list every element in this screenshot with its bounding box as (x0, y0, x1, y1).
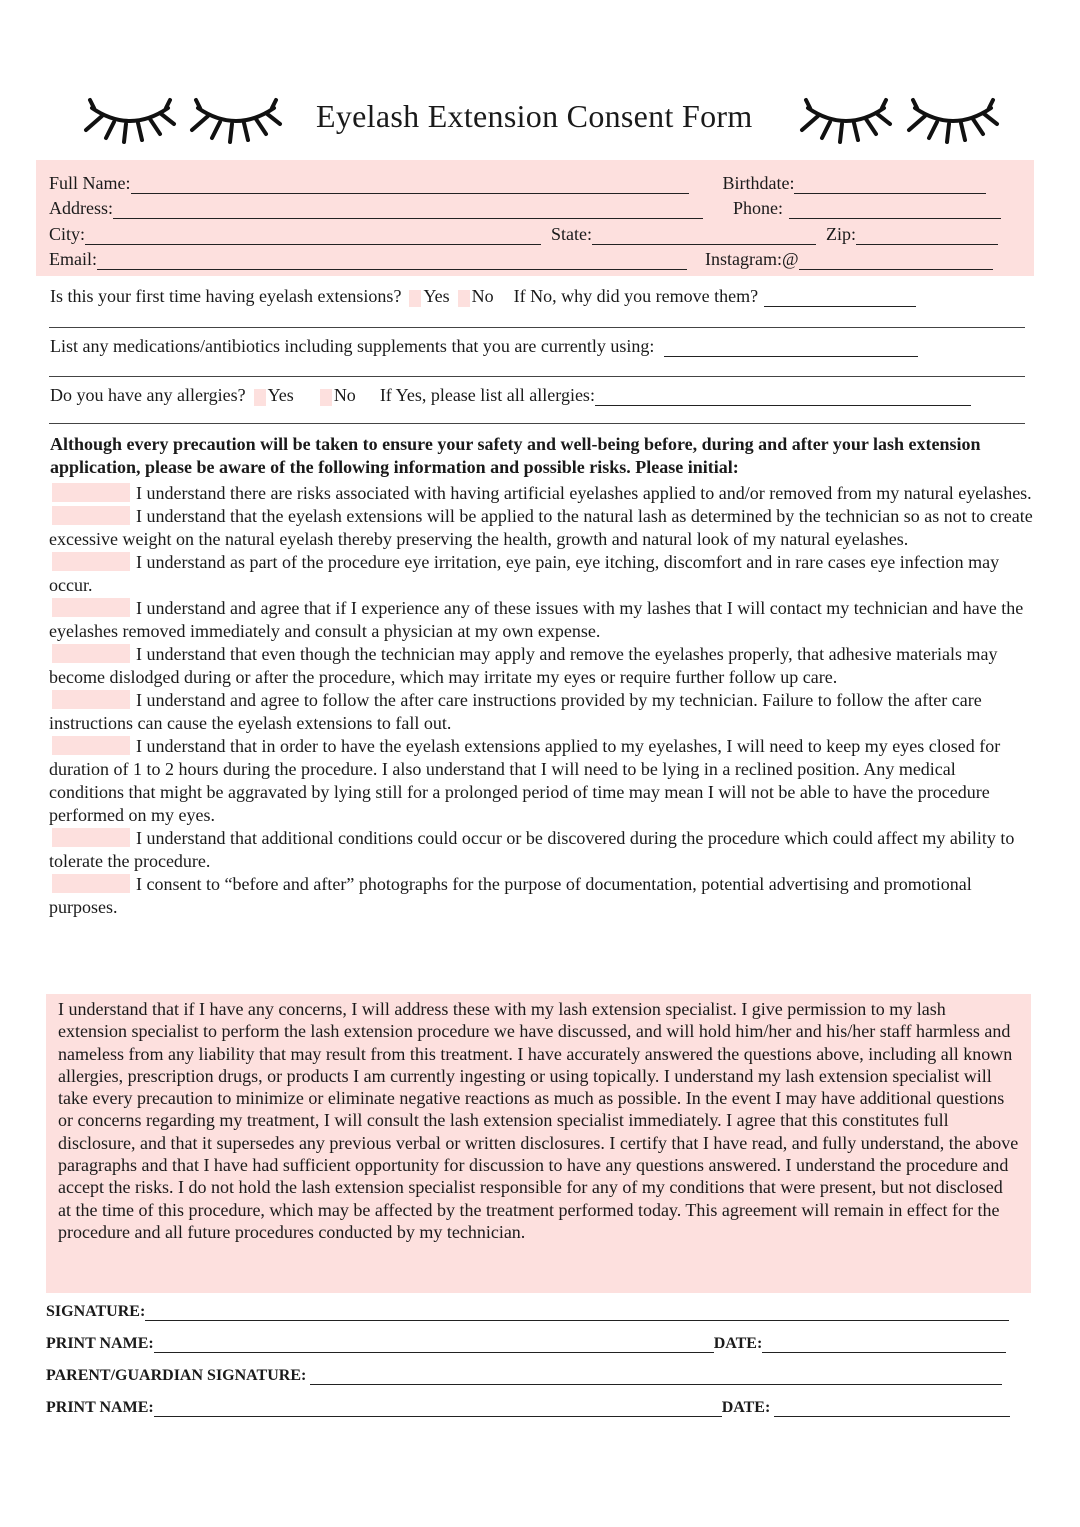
signature-field[interactable] (145, 1304, 1009, 1321)
no-label: No (333, 385, 356, 405)
guardian-signature-field[interactable] (310, 1368, 1002, 1385)
consent-clauses (49, 482, 1034, 919)
clause-text: I understand that the eyelash extensions will be applied to the natural lash as determined by the technician so as not to create excessive weight on the natural eyelash thereby preserving the health, growth and natural look of my natural eyelashes. (49, 506, 1033, 549)
allergies-question (50, 385, 981, 406)
medications-label: List any medications/antibiotics including supplements that you are currently using: (50, 336, 655, 356)
why-removed-line[interactable] (49, 327, 1025, 328)
medications-question (50, 336, 928, 357)
date-field[interactable] (762, 1336, 1006, 1353)
phone-field[interactable] (789, 202, 1001, 219)
signature-label: SIGNATURE: (46, 1303, 146, 1320)
date-label: DATE: (713, 1335, 763, 1352)
initial-box[interactable] (52, 690, 130, 709)
clause-text: I understand that even though the technician may apply and remove the eyelashes properly, that adhesive materials may become dislodged during or after the procedure, which may irritate my eyes or require further follow up care. (49, 644, 998, 687)
zip-field[interactable] (856, 228, 998, 245)
full-name-label: Full Name: (49, 172, 131, 193)
instagram-field[interactable] (799, 253, 993, 270)
date-label: DATE: (721, 1399, 771, 1416)
date-field[interactable] (774, 1400, 1010, 1417)
medications-line[interactable] (49, 376, 1025, 377)
initial-box[interactable] (52, 483, 130, 502)
clause-text: I understand that additional conditions could occur or be discovered during the procedure which could affect my ability to tolerate the procedure. (49, 828, 1015, 871)
clause-text: I consent to “before and after” photographs for the purpose of documentation, potential advertising and promotional purposes. (49, 874, 972, 917)
eyelash-icon (82, 94, 178, 144)
medications-field[interactable] (664, 340, 918, 357)
first-time-label: Is this your first time having eyelash extensions? (50, 286, 402, 306)
eyelash-icon (798, 94, 894, 144)
clause (49, 505, 1034, 551)
initial-box[interactable] (52, 644, 130, 663)
header (0, 88, 1080, 148)
no-label: No (471, 286, 494, 306)
email-label: Email: (49, 249, 97, 269)
signature-row (46, 1303, 1019, 1321)
clause (49, 482, 1034, 505)
clause-text: I understand that in order to have the eyelash extensions applied to my eyelashes, I will need to keep my eyes closed for duration of 1 to 2 hours during the procedure. I also understand that I will need to be lying in a reclined position. Any medical conditions that might be aggravated by lying still for a prolonged period of time may mean I will not be able to have the procedure performed on my eyes. (49, 736, 1001, 825)
why-removed-field[interactable] (764, 290, 916, 307)
allergies-field[interactable] (595, 389, 971, 406)
yes-checkbox[interactable] (409, 290, 421, 307)
clause (49, 873, 1034, 919)
allergies-label: Do you have any allergies? (50, 385, 246, 405)
clause (49, 735, 1034, 827)
initial-box[interactable] (52, 506, 130, 525)
print-name-field[interactable] (154, 1400, 722, 1417)
yes-checkbox[interactable] (254, 389, 266, 406)
full-name-field[interactable] (131, 177, 689, 194)
phone-label: Phone: (733, 198, 784, 218)
guardian-print-name-row (46, 1399, 1020, 1417)
page-title: Eyelash Extension Consent Form (316, 98, 753, 134)
clause-text: I understand there are risks associated with having artificial eyelashes applied to and/or removed from my natural eyelashes. (136, 483, 1032, 503)
initial-box[interactable] (52, 598, 130, 617)
eyelash-icon (905, 94, 1001, 144)
clause (49, 827, 1034, 873)
instagram-label: Instagram:@ (705, 249, 799, 269)
clause (49, 689, 1034, 735)
initial-box[interactable] (52, 552, 130, 571)
clause (49, 643, 1034, 689)
initial-box[interactable] (52, 828, 130, 847)
birthdate-label: Birthdate: (722, 172, 795, 193)
first-time-question (50, 286, 926, 307)
initial-box[interactable] (52, 736, 130, 755)
client-info-section (36, 160, 1034, 276)
email-field[interactable] (97, 253, 687, 270)
allergies-list-label: If Yes, please list all allergies: (379, 385, 595, 405)
initial-box[interactable] (52, 874, 130, 893)
no-checkbox[interactable] (320, 389, 332, 406)
risk-intro: Although every precaution will be taken to ensure your safety and well-being before, during and after your lash extension application, please be aware of the following information and possible risks. Please initial: (50, 434, 981, 477)
city-label: City: (49, 223, 86, 244)
clause-text: I understand and agree that if I experience any of these issues with my lashes that I will contact my technician and have the eyelashes removed immediately and consult a physician at my own expense. (49, 598, 1024, 641)
why-removed-label: If No, why did you remove them? (513, 286, 759, 306)
state-label: State: (551, 223, 593, 244)
eyelash-icon (188, 94, 284, 144)
state-field[interactable] (592, 228, 816, 245)
yes-label: Yes (423, 286, 450, 306)
address-field[interactable] (113, 202, 703, 219)
birthdate-field[interactable] (794, 177, 986, 194)
clause (49, 597, 1034, 643)
city-field[interactable] (85, 228, 541, 245)
clause-text: I understand and agree to follow the after care instructions provided by my technician. Failure to follow the after care instructions can cause the eyelash extensions to fall out. (49, 690, 982, 733)
agreement-paragraph: I understand that if I have any concerns, I will address these with my lash extension specialist. I give permission to my lash extension specialist to perform the lash extension procedure we have discussed, and will hold him/her and his/her staff harmless and nameless from any liability that may result from this treatment. I have accurately answered the questions above, including all known allergies, prescription drugs, or products I am currently ingesting or using topically. I understand my lash extension specialist will take every precaution to minimize or eliminate negative reactions as much as possible. In the event I may have additional questions or concerns regarding my treatment, I will consult the lash extension specialist immediately. I agree that this constitutes full disclosure, and that it supersedes any previous verbal or written disclosures. I certify that I have read, and fully understand, the above paragraphs and that I have had sufficient opportunity for discussion to have any questions answered. I understand the procedure and accept the risks. I do not hold the lash extension specialist responsible for any of my conditions that were present, but not disclosed at the time of this procedure, which may be affected by the treatment performed today. This agreement will remain in effect for the procedure and all future procedures conducted by my technician. (46, 994, 1031, 1293)
clause (49, 551, 1034, 597)
guardian-signature-row (46, 1367, 1012, 1385)
zip-label: Zip: (826, 223, 857, 244)
no-checkbox[interactable] (458, 290, 470, 307)
print-name-label: PRINT NAME: (46, 1335, 154, 1352)
guardian-signature-label: PARENT/GUARDIAN SIGNATURE: (46, 1367, 307, 1384)
print-name-row (46, 1335, 1016, 1353)
print-name-label: PRINT NAME: (46, 1399, 154, 1416)
print-name-field[interactable] (154, 1336, 714, 1353)
allergies-line[interactable] (49, 423, 1025, 424)
address-label: Address: (49, 198, 113, 218)
clause-text: I understand as part of the procedure eye irritation, eye pain, eye itching, discomfort and in rare cases eye infection may occur. (49, 552, 1000, 595)
yes-label: Yes (267, 385, 294, 405)
